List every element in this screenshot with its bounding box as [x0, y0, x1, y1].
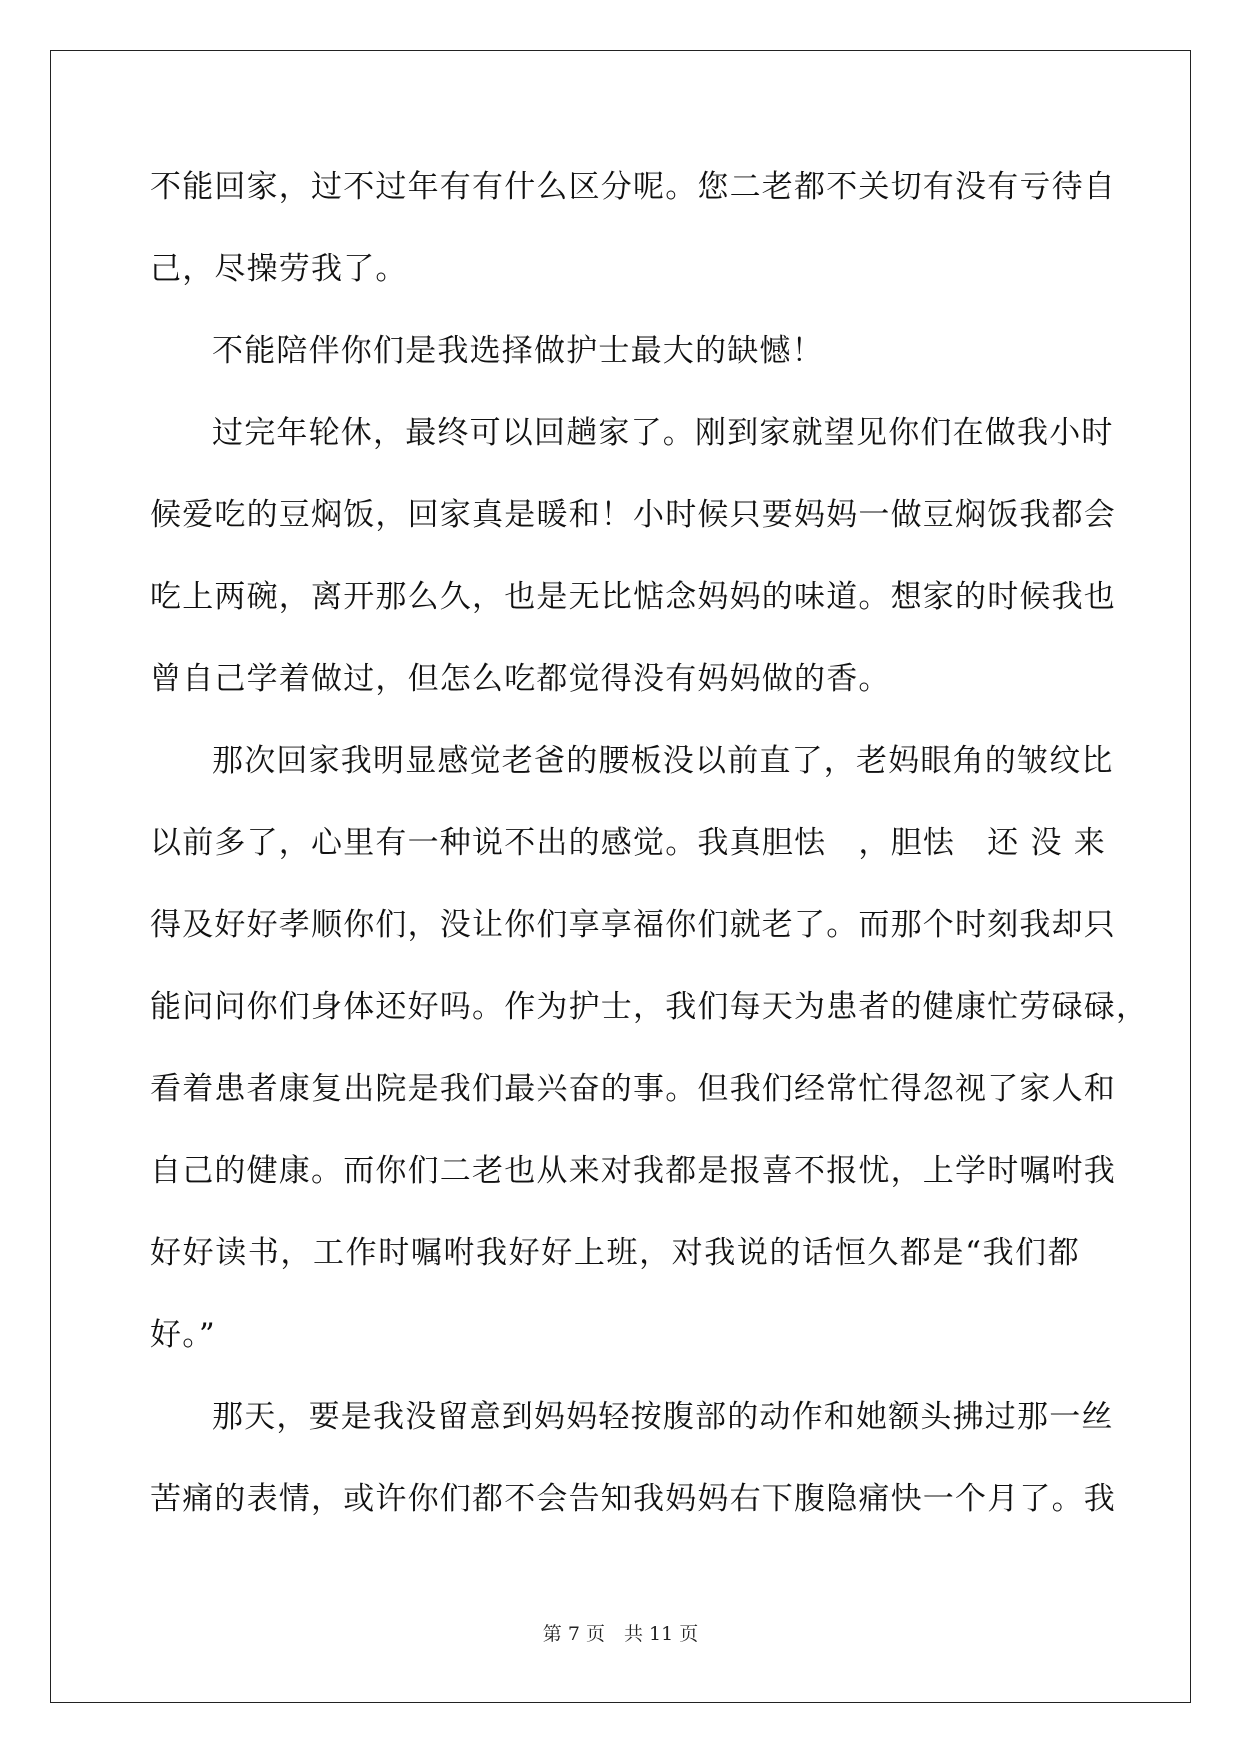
paragraph-start-line: 那天，要是我没留意到妈妈轻按腹部的动作和她额头拂过那一丝 [212, 1399, 1114, 1435]
page-number-footer: 第 7 页 共 11 页 [542, 1623, 699, 1645]
paragraph-start-line: 那次回家我明显感觉老爸的腰板没以前直了，老妈眼角的皱纹比 [212, 743, 1114, 779]
document-body [150, 160, 1149, 1554]
text-line: 苦痛的表情，或许你们都不会告知我妈妈右下腹隐痛快一个月了。我 [150, 1481, 1116, 1517]
text-line: 曾自己学着做过，但怎么吃都觉得没有妈妈做的香。 [150, 661, 891, 697]
text-line: 自己的健康。而你们二老也从来对我都是报喜不报忧，上学时嘱咐我 [150, 1153, 1116, 1189]
text-line: 得及好好孝顺你们，没让你们享享福你们就老了。而那个时刻我却只 [150, 907, 1116, 943]
paragraph-start-line: 不能陪伴你们是我选择做护士最大的缺憾！ [212, 333, 824, 369]
text-line: 不能回家，过不过年有有什么区分呢。您二老都不关切有没有亏待自 [150, 169, 1116, 205]
text-line: 吃上两碗，离开那么久，也是无比惦念妈妈的味道。想家的时候我也 [150, 579, 1116, 615]
text-line: 以前多了，心里有一种说不出的感觉。我真胆怯 ，胆怯 还 没 来 [150, 825, 1106, 861]
text-line: 己，尽操劳我了。 [150, 251, 408, 287]
text-line: 候爱吃的豆焖饭，回家真是暖和！小时候只要妈妈一做豆焖饭我都会 [150, 497, 1116, 533]
text-line: 好。” [150, 1317, 216, 1353]
text-line: 看着患者康复出院是我们最兴奋的事。但我们经常忙得忽视了家人和 [150, 1071, 1116, 1107]
text-line: 能问问你们身体还好吗。作为护士，我们每天为患者的健康忙劳碌碌， [150, 989, 1149, 1025]
text-line: 好好读书，工作时嘱咐我好好上班，对我说的话恒久都是“我们都 [150, 1235, 1080, 1271]
paragraph-start-line: 过完年轮休，最终可以回趟家了。刚到家就望见你们在做我小时 [212, 415, 1114, 451]
